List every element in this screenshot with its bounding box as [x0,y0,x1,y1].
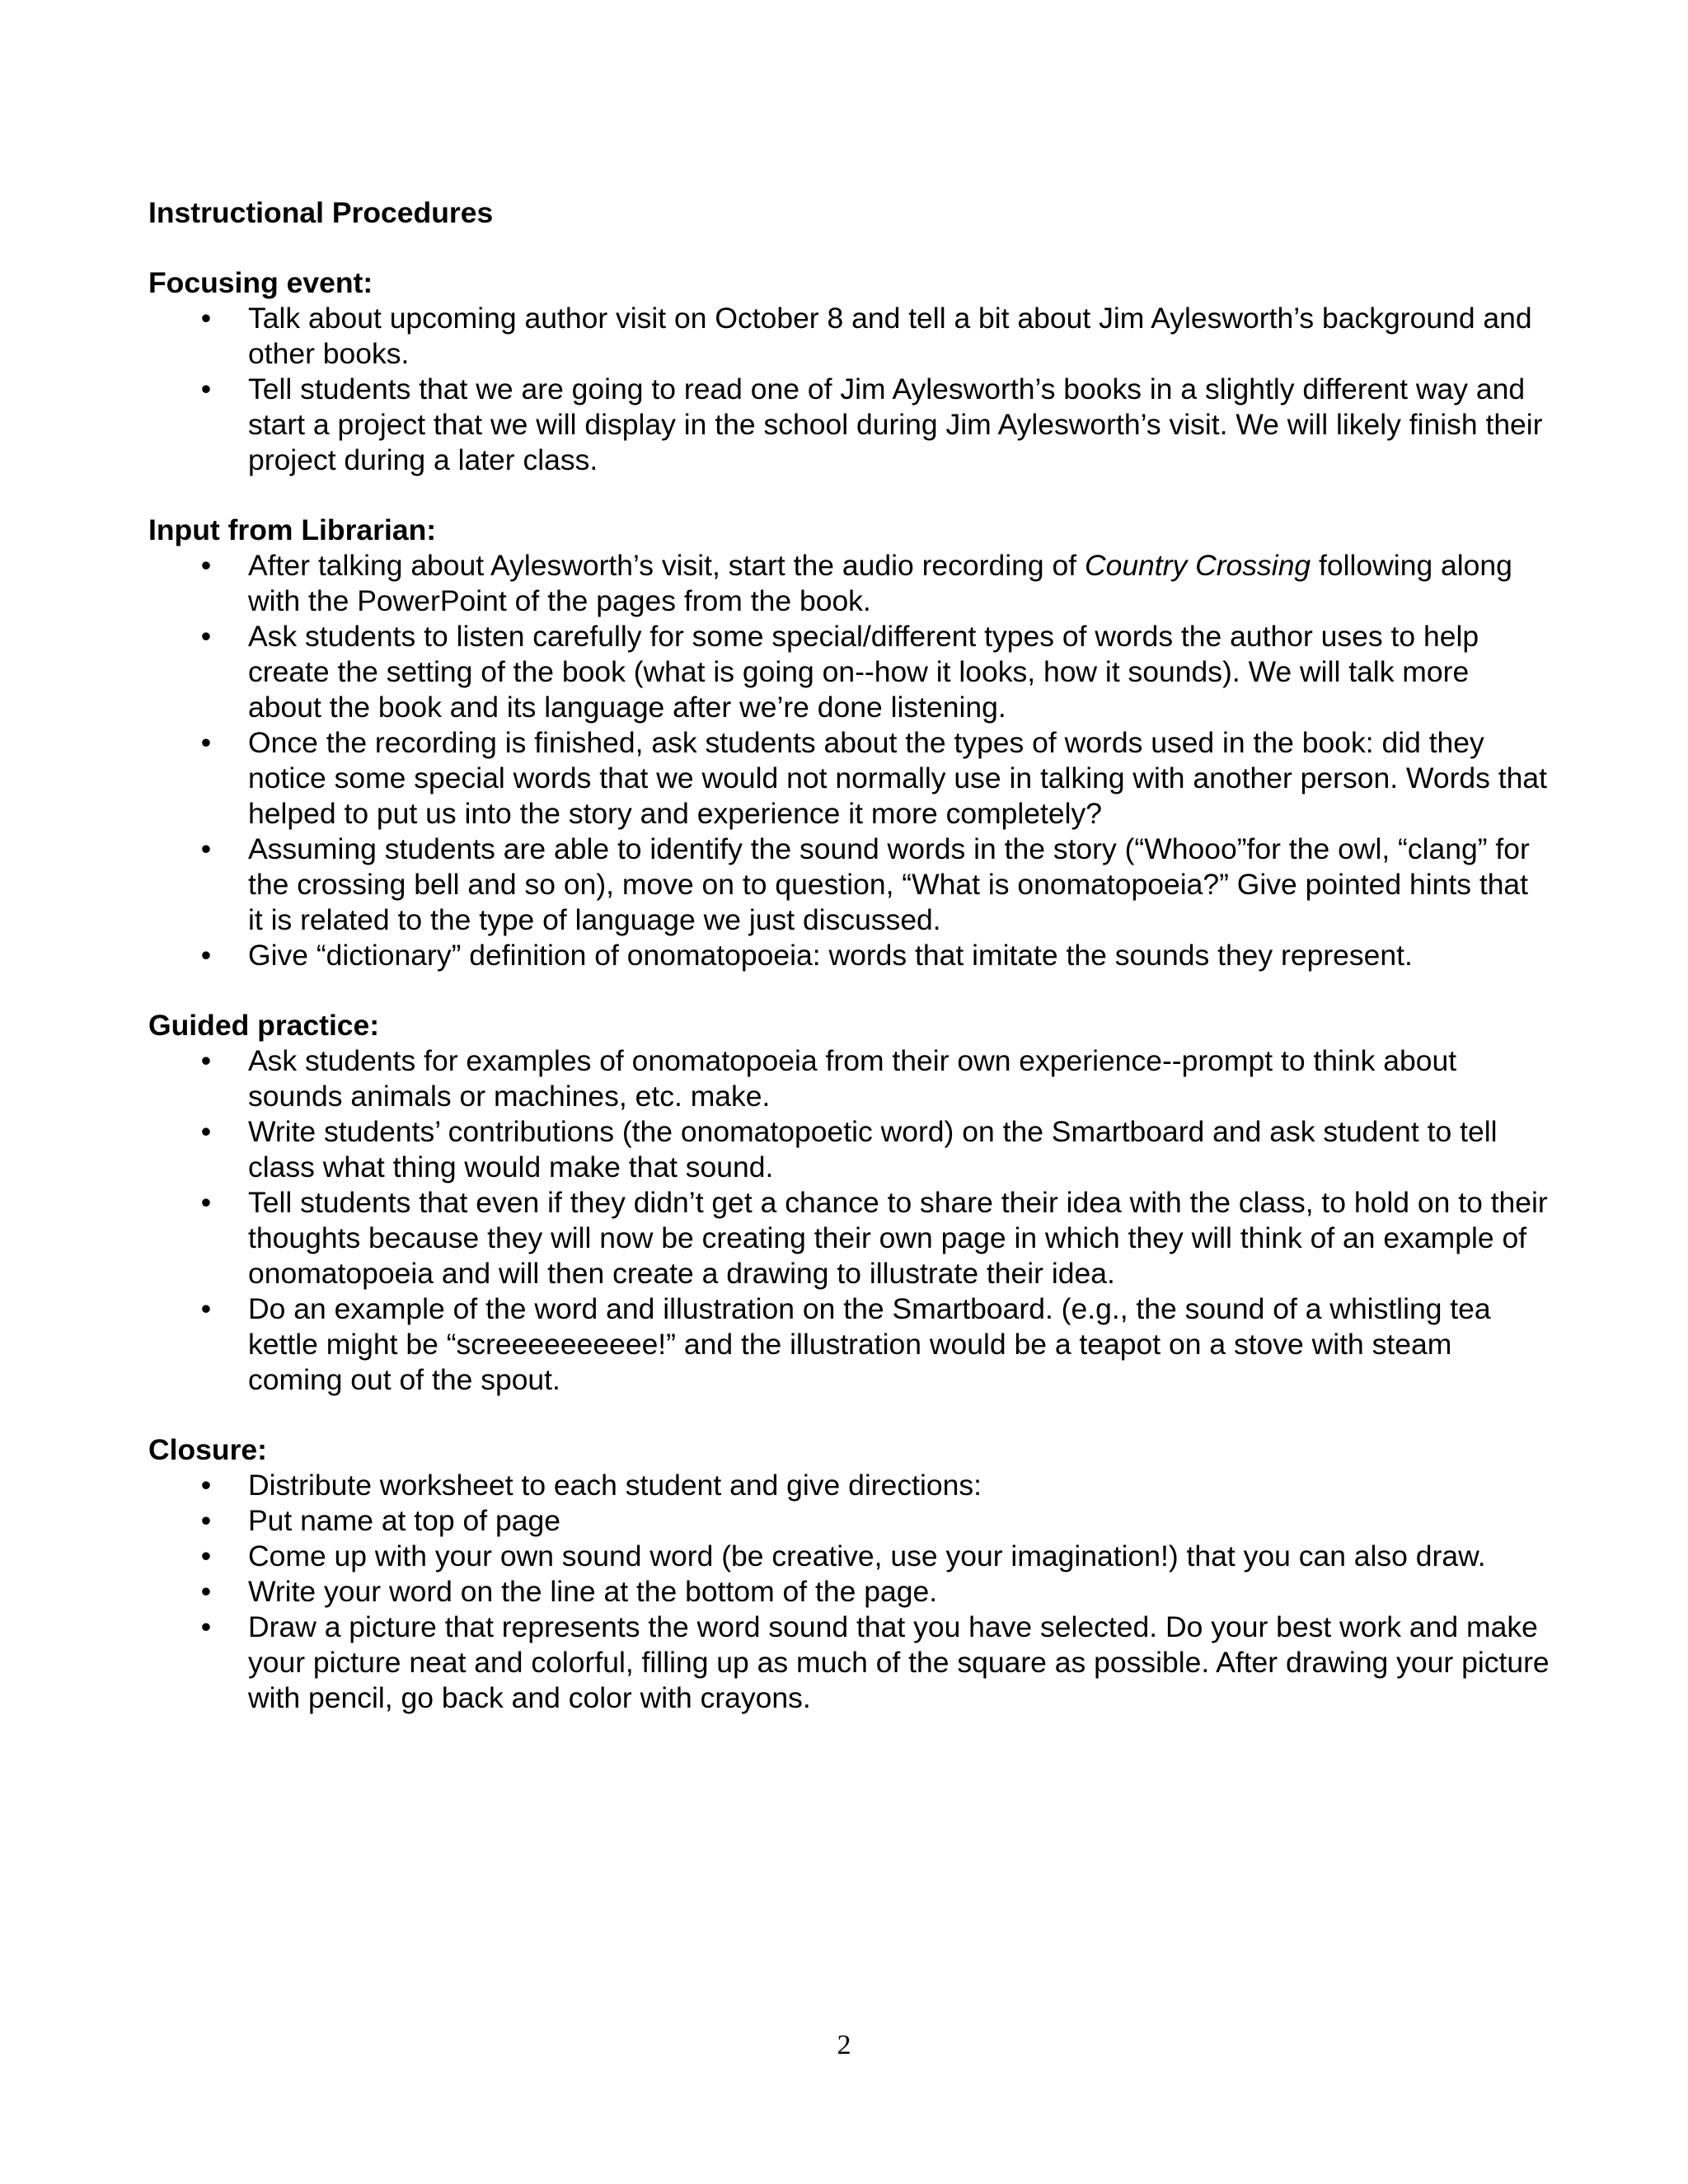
list-item [148,1114,1550,1185]
list-item-text: Give “dictionary” definition of onomatopoeia: words that imitate the sounds they represent. [248,939,1413,972]
bullet-icon: • [200,1186,212,1219]
list-item-text-before: After talking about Aylesworth’s visit, start the audio recording of [248,549,1085,582]
bullet-icon: • [200,1115,212,1148]
list-item-text: Draw a picture that represents the word sound that you have selected. Do your best work and make your picture neat and colorful, filling up as much of the square as possible. After drawing your picture with pencil, go back and color with crayons. [248,1610,1550,1714]
list-item [148,1468,1550,1503]
section-guided-practice [148,1008,1550,1398]
bullet-icon: • [200,1610,212,1643]
list-item [148,548,1550,619]
bullet-list [148,1043,1550,1398]
list-item [148,301,1550,372]
list-item-text: Put name at top of page [248,1504,560,1537]
section-heading: Closure: [148,1433,267,1466]
list-item [148,725,1550,832]
list-item [148,1291,1550,1398]
section-heading: Input from Librarian: [148,513,437,546]
bullet-icon: • [200,1469,212,1502]
bullet-list [148,548,1550,973]
list-item [148,1539,1550,1574]
list-item-text: Once the recording is finished, ask students about the types of words used in the book: did they notice some special words that we would not normally use in talking with another person. Words that helped to put us into the story and experience it more completely? [248,726,1547,830]
list-item-text: Come up with your own sound word (be creative, use your imagination!) that you can also draw. [248,1540,1486,1572]
list-item-text-after: following along with the PowerPoint of the pages from the book. [248,549,1512,617]
bullet-icon: • [200,1504,212,1537]
bullet-list [148,301,1550,478]
list-item-text: Do an example of the word and illustration on the Smartboard. (e.g., the sound of a whistling tea kettle might be “screeeeeeeeee!” and the illustration would be a teapot on a stove with steam coming out of the spout. [248,1292,1491,1396]
list-item-text: Ask students to listen carefully for some special/different types of words the author uses to help create the setting of the book (what is going on--how it looks, how it sounds). We will talk more about the book and its language after we’re done listening. [248,620,1479,724]
list-item-text: Assuming students are able to identify the sound words in the story (“Whooo”for the owl, “clang” for the crossing bell and so on), move on to question, “What is onomatopoeia?” Give pointed hints that it is related to the type of language we just discussed. [248,832,1530,936]
list-item-text: Write your word on the line at the bottom of the page. [248,1575,938,1608]
bullet-icon: • [200,1540,212,1572]
list-item [148,1574,1550,1610]
list-item-text: Ask students for examples of onomatopoeia from their own experience--prompt to think about sounds animals or machines, etc. make. [248,1044,1457,1113]
list-item [148,1185,1550,1291]
document-title: Instructional Procedures [148,196,494,229]
section-closure [148,1432,1550,1716]
book-title: Country Crossing [1084,549,1311,582]
bullet-icon: • [200,939,212,972]
list-item [148,1043,1550,1114]
bullet-icon: • [200,1292,212,1325]
bullet-list [148,1468,1550,1716]
list-item [148,1503,1550,1539]
bullet-icon: • [200,726,212,759]
bullet-icon: • [200,832,212,865]
section-focusing-event [148,265,1550,478]
list-item-text: Tell students that we are going to read one of Jim Aylesworth’s books in a slightly different way and start a project that we will display in the school during Jim Aylesworth’s visit. We will likely finish their project during a later class. [248,373,1543,476]
bullet-icon: • [200,1044,212,1077]
bullet-icon: • [200,302,212,335]
page-number: 2 [837,2030,851,2060]
bullet-icon: • [200,373,212,405]
list-item-text: Tell students that even if they didn’t get a chance to share their idea with the class, to hold on to their thoughts because they will now be creating their own page in which they will think of an example of onomatopoeia and will then create a drawing to illustrate their idea. [248,1186,1548,1290]
list-item [148,619,1550,725]
section-input-from-librarian [148,513,1550,973]
list-item [148,938,1550,973]
bullet-icon: • [200,620,212,653]
section-heading: Focusing event: [148,266,373,299]
list-item-text: Distribute worksheet to each student and give directions: [248,1469,982,1502]
bullet-icon: • [200,1575,212,1608]
list-item [148,372,1550,478]
list-item [148,832,1550,938]
list-item-text: Talk about upcoming author visit on October 8 and tell a bit about Jim Aylesworth’s background and other books. [248,302,1532,370]
section-heading: Guided practice: [148,1009,380,1042]
bullet-icon: • [200,549,212,582]
document-body [148,195,1550,1716]
list-item-text: Write students’ contributions (the onomatopoetic word) on the Smartboard and ask student to tell class what thing would make that sound. [248,1115,1498,1183]
list-item [148,1610,1550,1716]
